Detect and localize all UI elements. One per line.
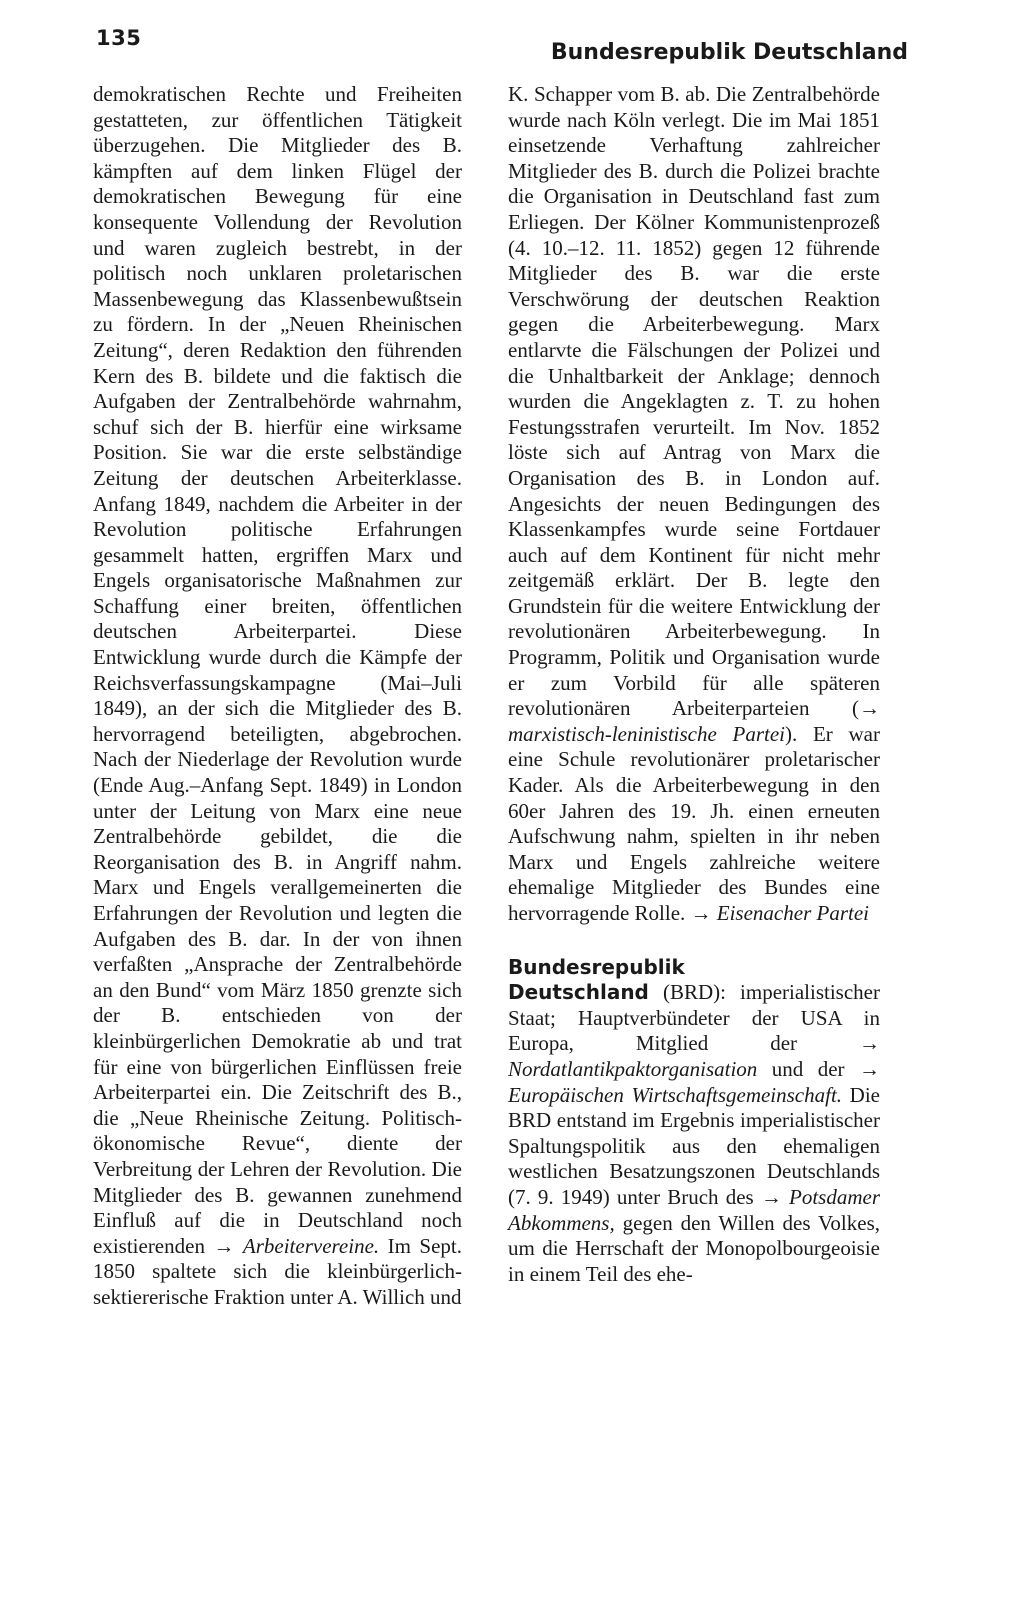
cross-reference-arrow-icon: → <box>859 1056 880 1081</box>
cross-reference-arrow-icon: → <box>859 696 880 721</box>
entry-bundesrepublik <box>508 955 880 1288</box>
cross-reference-arrow-icon: → <box>760 1184 782 1209</box>
text-segment: und der <box>757 1056 845 1081</box>
text-segment: Im Sept. 1850 spaltete sich die kleinbürgerlich-sektiererische Fraktion unter A. Willich und <box>93 1233 462 1309</box>
text-segment: K. Schapper vom B. ab. Die Zentralbehörde wurde nach Köln verlegt. Die im Mai 1851 einsetzende Verhaftung zahlreicher Mitglieder des B. durch die Polizei brachte die Organisation in Deutschland fast zum Erliegen. Der Kölner Kommunistenprozeß (4. 10.–12. 11. 1852) gegen 12 führende Mitglieder des B. war die erste Verschwörung der deutschen Reaktion gegen die Arbeiterbewegung. Marx entlarvte die Fälschungen der Polizei und die Unhaltbarkeit der Anklage; dennoch wurden die Angeklagten z. T. zu hohen Festungsstrafen verurteilt. Im Nov. 1852 löste sich auf Antrag von Marx die Organisation des B. in London auf. Angesichts der neuen Bedingungen des Klassenkampfes wurde seine Fortdauer auch auf dem Kontinent für nicht mehr zeitgemäß erklärt. Der B. legte den Grundstein für die weitere Entwicklung der revolutionären Arbeiterbewegung. In Programm, Politik und Organisation wurde er zum Vorbild für alle späteren revolutionären Arbeiterparteien ( <box>508 82 880 721</box>
running-title: Bundesrepublik Deutschland <box>550 40 908 65</box>
cross-reference-link[interactable]: Nordatlantikpaktorganisation <box>508 1056 758 1081</box>
text-segment: Die BRD entstand im Ergebnis imperialistischer Spaltungspolitik aus den ehemaligen westlichen Besatzungszonen Deutschlands (7. 9. 1949) unter Bruch des <box>508 1082 881 1209</box>
entry-text <box>93 82 462 1311</box>
cross-reference-arrow-icon: → <box>690 901 712 925</box>
cross-reference-link[interactable]: Europäischen Wirtschaftsgemeinschaft. <box>508 1082 843 1107</box>
right-column <box>508 82 880 1287</box>
cross-reference-link[interactable]: Potsdamer Abkommens, <box>508 1184 881 1235</box>
text-segment: gegen den Willen des Volkes, um die Herrschaft der Monopolbourgeoisie in einem Teil des ehe- <box>508 1210 880 1286</box>
cross-reference-link[interactable]: Eisenacher Partei <box>716 901 869 925</box>
cross-reference-arrow-icon: → <box>859 1031 880 1056</box>
text-segment: (BRD): imperialistischer Staat; Hauptverbündeter der USA in Europa, Mitglied der <box>508 980 880 1056</box>
entry-text <box>508 82 880 927</box>
left-column <box>93 82 462 1311</box>
text-segment: demokratischen Rechte und Freiheiten gestatteten, zur öffentlichen Tätigkeit überzugehen. Die Mitglieder des B. kämpften auf dem linken Flügel der demokratischen Bewegung für eine konsequente Vollendung der Revolution und waren zugleich bestrebt, in der politisch noch unklaren proletarischen Massenbewegung das Klassenbewußtsein zu fördern. In der „Neuen Rheinischen Zeitung“, deren Redaktion den führenden Kern des B. bildete und die faktisch die Aufgaben der Zentralbehörde wahrnahm, schuf sich der B. hierfür eine wirksame Position. Sie war die erste selbständige Zeitung der deutschen Arbeiterklasse. Anfang 1849, nachdem die Arbeiter in der Revolution politische Erfahrungen gesammelt hatten, ergriffen Marx und Engels organisatorische Maßnahmen zur Schaffung einer breiten, öffentlichen deutschen Arbeiterpartei. Diese Entwicklung wurde durch die Kämpfe der Reichsverfassungskampagne (Mai–Juli 1849), an der sich die Mitglieder des B. hervorragend beteiligten, abgebrochen. Nach der Niederlage der Revolution wurde (Ende Aug.–Anfang Sept. 1849) in London unter der Leitung von Marx eine neue Zentralbehörde gebildet, die die Reorganisation des B. in Angriff nahm. Marx und Engels verallgemeinerten die Erfahrungen der Revolution und legten die Aufgaben des B. dar. In der von ihnen verfaßten „Ansprache der Zentralbehörde an den Bund“ vom März 1850 grenzte sich der B. entschieden von der kleinbürgerlichen Demokratie ab und trat für eine von bürgerlichen Einflüssen freie Arbeiterpartei ein. Die Zeitschrift des B., die „Neue Rheinische Zeitung. Politisch-ökonomische Revue“, diente der Verbreitung der Lehren der Revolution. Die Mitglieder des B. gewannen zunehmend Einfluß auf die in Deutschland noch existierenden <box>93 82 462 1258</box>
cross-reference-link[interactable]: Arbeitervereine. <box>242 1233 380 1258</box>
cross-reference-arrow-icon: → <box>213 1233 235 1258</box>
entry-headword: Bundesrepublik Deutschland <box>508 954 685 1005</box>
text-segment: ). Er war eine Schule revolutionärer proletarischer Kader. Als die Arbeiterbewegung in den 60er Jahren des 19. Jh. einen erneuten Aufschwung nahm, spielten in ihr neben Marx und Engels zahlreiche weitere ehemalige Mitglieder des Bundes eine hervorragende Rolle. <box>508 721 880 925</box>
page-number: 135 <box>96 26 142 50</box>
cross-reference-link[interactable]: marxistisch-leninistische Partei <box>508 721 786 746</box>
